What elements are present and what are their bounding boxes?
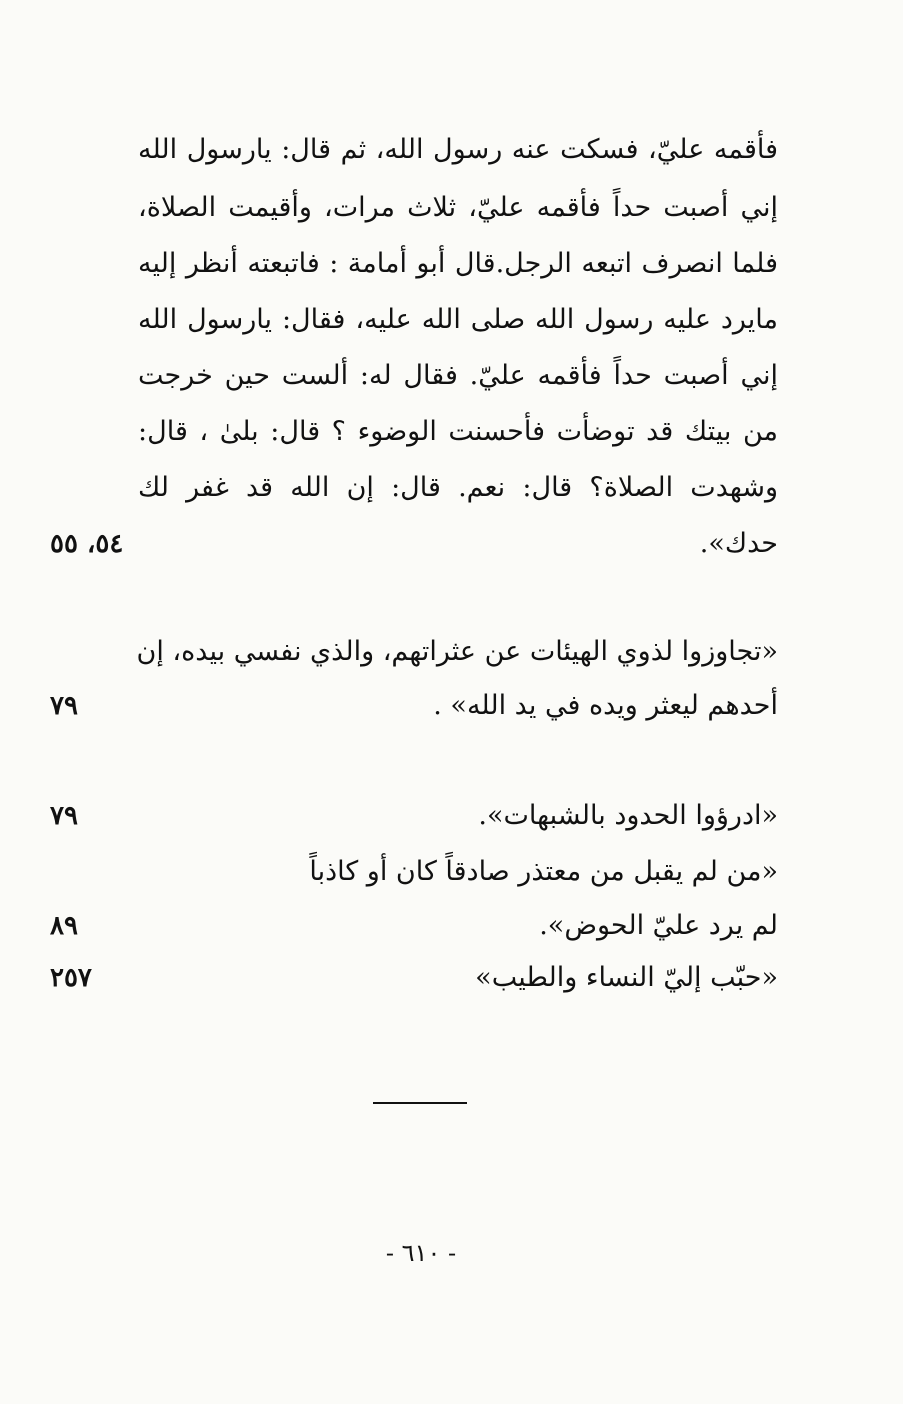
hadith-4-line-1: «من لم يقبل من معتذر صادقاً كان أو كاذباً (309, 856, 778, 887)
hadith-1-line-4: مايرد عليه رسول الله صلى الله عليه، فقال: يارسول الله (138, 304, 778, 335)
hadith-1-line-2: إني أصبت حداً فأقمه عليّ، ثلاث مرات، وأقيمت الصلاة، (138, 192, 778, 223)
section-divider (373, 1102, 467, 1104)
hadith-2-line-1: «تجاوزوا لذوي الهيئات عن عثراتهم، والذي نفسي بيده، إن (136, 636, 778, 667)
hadith-2-line-2: أحدهم ليعثر ويده في يد الله» . (433, 690, 778, 721)
hadith-1-line-1: فأقمه عليّ، فسكت عنه رسول الله، ثم قال: يارسول الله (138, 134, 778, 165)
hadith-5-page-reference: ٢٥٧ (50, 963, 92, 993)
hadith-1-line-7: وشهدت الصلاة؟ قال: نعم. قال: إن الله قد غفر لك (138, 472, 778, 503)
page-number: - ٦١٠ - (385, 1239, 457, 1267)
hadith-5-line-1: «حبّب إليّ النساء والطيب» (475, 962, 778, 993)
hadith-1-line-8: حدك». (699, 528, 778, 559)
hadith-1-line-3: فلما انصرف اتبعه الرجل.قال أبو أمامة : فاتبعته أنظر إليه (138, 248, 778, 279)
hadith-1-line-5: إني أصبت حداً فأقمه عليّ. فقال له: ألست حين خرجت (138, 360, 778, 391)
hadith-3-line-1: «ادرؤوا الحدود بالشبهات». (478, 800, 778, 831)
hadith-1-page-reference: ٥٤، ٥٥ (50, 529, 124, 559)
hadith-3-page-reference: ٧٩ (50, 801, 78, 831)
hadith-4-line-2: لم يرد عليّ الحوض». (539, 910, 778, 941)
hadith-1-line-6: من بيتك قد توضأت فأحسنت الوضوء ؟ قال: بلىٰ ، قال: (138, 416, 779, 447)
hadith-4-page-reference: ٨٩ (50, 911, 78, 941)
hadith-2-page-reference: ٧٩ (50, 691, 78, 721)
